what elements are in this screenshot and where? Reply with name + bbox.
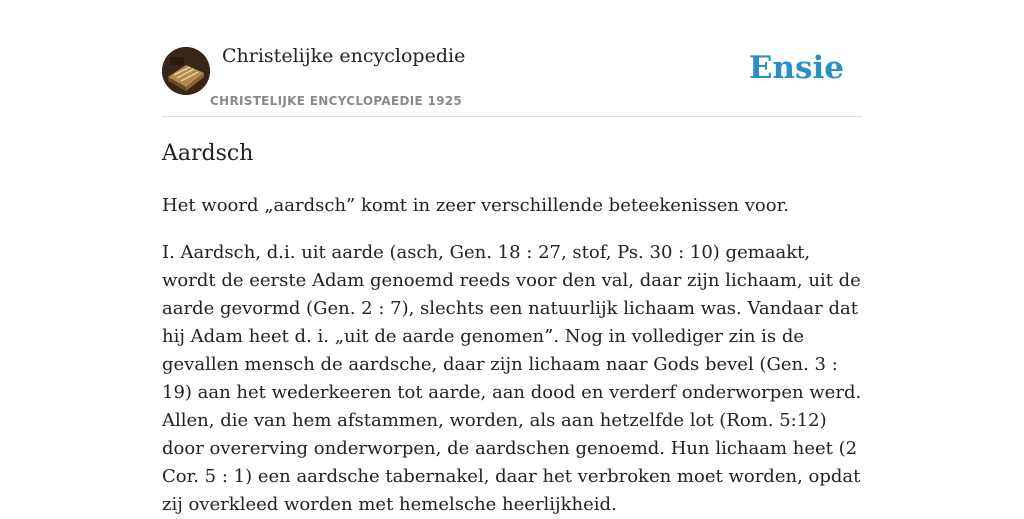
book-icon — [162, 47, 210, 95]
article-paragraph-intro: Het woord „aardsch” komt in zeer verschillende beteekenissen voor. — [162, 195, 789, 216]
header — [162, 0, 862, 117]
page — [162, 0, 862, 515]
encyclopedia-subtitle: CHRISTELIJKE ENCYCLOPAEDIE 1925 — [210, 94, 463, 108]
site-name-link[interactable]: Christelijke encyclopedie — [222, 45, 466, 67]
encyclopedia-avatar[interactable] — [162, 47, 210, 95]
ensie-logo-link[interactable]: Ensie — [748, 50, 844, 86]
article-title: Aardsch — [162, 141, 254, 166]
article-paragraph-main: I. Aardsch, d.i. uit aarde (asch, Gen. 18 : 27, stof, Ps. 30 : 10) gemaakt, wordt de eerste Adam genoemd reeds voor den val, daar zijn lichaam, uit de aarde gevormd (Gen. 2 : 7), slechts een natuurlijk lichaam was. Vandaar dat hij Adam heet d. i. „uit de aarde genomen”. Nog in vollediger zin is de gevallen mensch de aardsche, daar zijn lichaam naar Gods bevel (Gen. 3 : 19) aan het wederkeeren tot aarde, aan dood en verderf onderworpen werd. Allen, die van hem afstammen, worden, als aan hetzelfde lot (Rom. 5:12) door overerving onderworpen, de aardschen genoemd. Hun lichaam heet (2 Cor. 5 : 1) een aardsche tabernakel, daar het verbroken moet worden, opdat zij overkleed worden met hemelsche heerlijkheid. — [162, 242, 862, 515]
